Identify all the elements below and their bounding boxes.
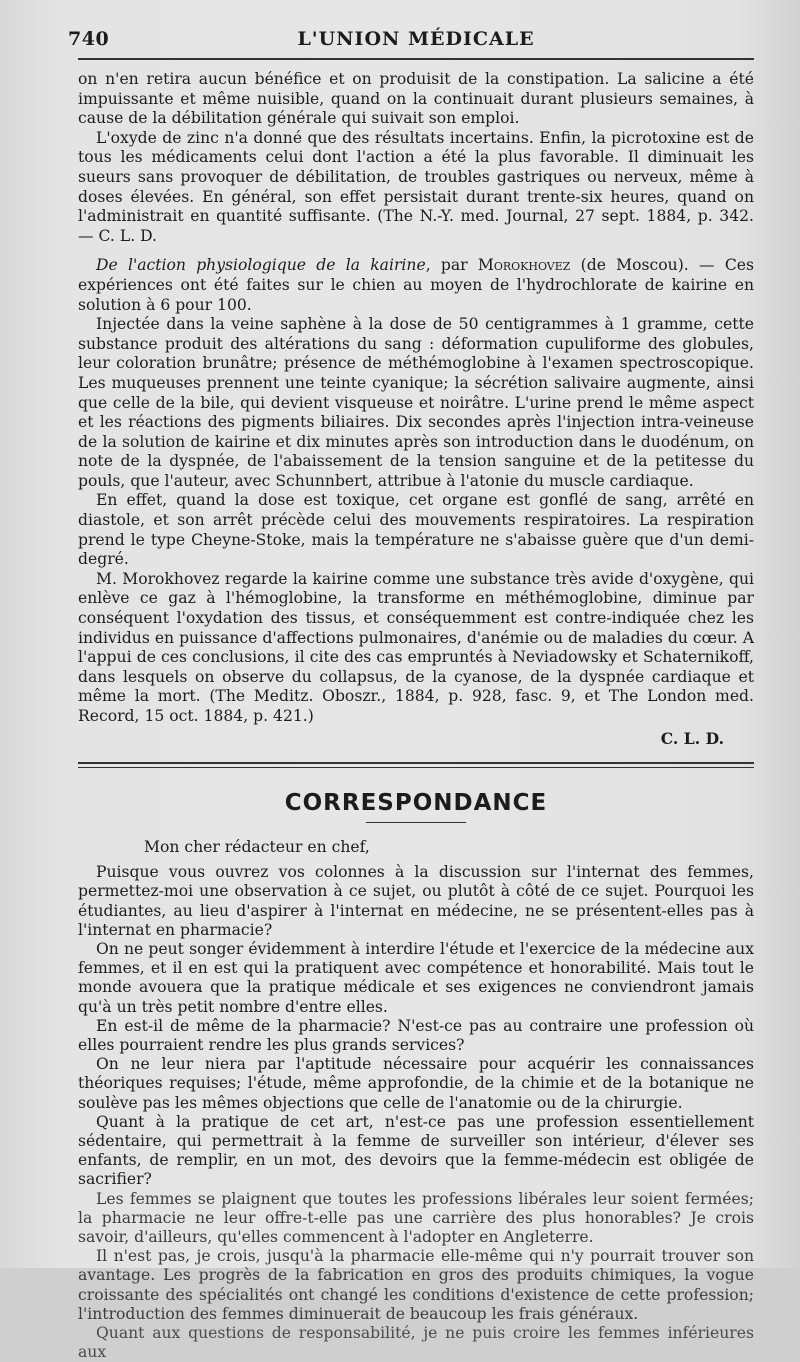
page-header xyxy=(68,24,754,60)
article2-signoff: C. L. D. xyxy=(660,728,724,748)
article2-paragraph-3: En effet, quand la dose est toxique, cet organe est gonflé de sang, arrêté en diastole, et son arrêt précède celui des mouvements respiratoires. La respiration prend le type Cheyne-Stoke, mais la température ne s'abaisse guère que d'un demi-degré. xyxy=(78,491,754,569)
letter-paragraph-1: Puisque vous ouvrez vos colonnes à la discussion sur l'internat des femmes, permettez-moi une observation à ce sujet, ou plutôt à côté de ce sujet. Pourquoi les étudiantes, au lieu d'aspirer à l'internat en médecine, ne se présentent-elles pas à l'internat en pharmacie? xyxy=(78,863,754,939)
article1-paragraph-1: on n'en retira aucun bénéfice et on produisit de la constipation. La salicine a été impuissante et même nuisible, quand on la continuait durant plusieurs semaines, à cause de la débilitation générale qui suivait son emploi. xyxy=(78,70,754,128)
article2-paragraph-4: M. Morokhovez regarde la kairine comme une substance très avide d'oxygène, qui enlève ce gaz à l'hémoglobine, la transforme en méthémoglobine, diminue par conséquent l'oxydation des tissus, et conséquemment est contre-indiquée chez les individus en puissance d'affections pulmonaires, d'anémie ou de maladies du cœur. A l'appui de ces conclusions, il cite des cas empruntés à Neviadowsky et Schaternikoff, dans lesquels on observe du collapsus, de la cyanose, de la dyspnée cardiaque et même la mort. (The Meditz. Oboszr., 1884, p. 928, fasc. 9, et The London med. Record, 15 oct. 1884, p. 421.) xyxy=(78,569,754,725)
title-underline xyxy=(366,822,466,823)
article-picrotoxine xyxy=(78,70,754,246)
letter-paragraph-8: Quant aux questions de responsabilité, je ne puis croire les femmes inférieures aux xyxy=(78,1324,754,1362)
page-number: 740 xyxy=(68,28,110,50)
section-separator xyxy=(78,762,754,768)
running-title: L'UNION MÉDICALE xyxy=(297,28,535,50)
letter-paragraph-4: On ne leur niera par l'aptitude nécessaire pour acquérir les connaissances théoriques requises; l'étude, même approfondie, de la chimie et de la botanique ne soulève pas les mêmes objections que celle de l'anatomie ou de la chirurgie. xyxy=(78,1055,754,1112)
letter-paragraph-5: Quant à la pratique de cet art, n'est-ce pas une profession essentiellement sédentaire, qui permettrait à la femme de surveiller son intérieur, d'élever ses enfants, de remplir, en un mot, des devoirs que la femme-médecin est obligée de sacrifier? xyxy=(78,1112,754,1189)
letter-paragraph-6: Les femmes se plaignent que toutes les professions libérales leur soient fermées; la pharmacie ne leur offre-t-elle pas une carrière des plus honorables? Je crois savoir, d'ailleurs, qu'elles commencent à l'adopter en Angleterre. xyxy=(78,1189,754,1247)
article1-paragraph-2: L'oxyde de zinc n'a donné que des résultats incertains. Enfin, la picrotoxine est de tous les médicaments celui dont l'action a été la plus favorable. Il diminuait les sueurs sans provoquer de débilitation, de troubles gastriques ou nerveux, même à doses élevées. En général, son effet persistait durant trente-six heures, quand on l'administrait en quantité suffisante. (The N.-Y. med. Journal, 27 sept. 1884, p. 342. — C. L. D. xyxy=(78,128,754,245)
letter-paragraph-2: On ne peut songer évidemment à interdire l'étude et l'exercice de la médecine aux femmes, et il en est qui la pratiquent avec compétence et honorabilité. Mais tout le monde avouera que la pratique médicale et ses exigences ne conviendront jamais qu'à un très petit nombre d'entre elles. xyxy=(78,940,754,1016)
letter-body xyxy=(78,863,754,1362)
article2-paragraph-1 xyxy=(78,256,754,315)
section-title-correspondance: CORRESPONDANCE xyxy=(284,790,548,817)
article2-author: Morokhovez xyxy=(477,256,571,275)
letter-paragraph-7: Il n'est pas, je crois, jusqu'à la pharmacie elle-même qui n'y pourrait trouver son avantage. Les progrès de la fabrication en gros des produits chimiques, la vogue croissante des spécialités ont changé les conditions d'existence de cette profession; l'introduction des femmes diminuerait de beaucoup les frais généraux. xyxy=(78,1247,754,1323)
article2-paragraph-2: Injectée dans la veine saphène à la dose de 50 centigrammes à 1 gramme, cette substance produit des altérations du sang : déformation cupuliforme des globules, leur coloration brunâtre; présence de méthémoglobine à l'examen spectroscopique. Les muqueuses prennent une teinte cyanique; la sécrétion salivaire augmente, ainsi que celle de la bile, qui devient visqueuse et noirâtre. L'urine prend le même aspect et les réactions des pigments biliaires. Dix secondes après l'injection intra-veineuse de la solution de kairine et dix minutes après son introduction dans le duodénum, on note de la dyspnée, de l'abaissement de la tension sanguine et de la petitesse du pouls, que l'auteur, avec Schunnbert, attribue à l'atonie du muscle cardiaque. xyxy=(78,315,754,490)
article2-author-intro: , par xyxy=(425,256,478,275)
article-kairine xyxy=(78,256,754,748)
letter-paragraph-3: En est-il de même de la pharmacie? N'est-ce pas au contraire une profession où elles pourraient rendre les plus grands services? xyxy=(78,1016,754,1055)
letter-salutation: Mon cher rédacteur en chef, xyxy=(144,838,370,857)
article2-author-tail: (de Moscou). — Ces expériences ont été faites sur le chien au moyen de l'hydrochlorate de kairine en solution à 6 pour 100. xyxy=(78,256,754,314)
article2-title: De l'action physiologique de la kairine xyxy=(96,256,426,275)
